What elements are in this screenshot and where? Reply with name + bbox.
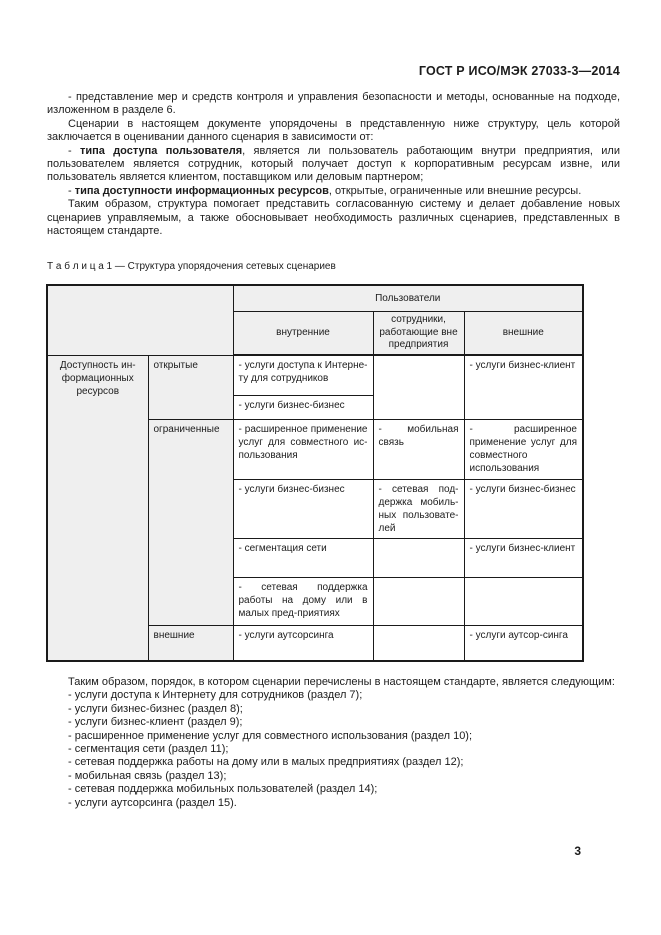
row-label-restricted: ограниченные: [148, 419, 233, 625]
list-item: - сетевая поддержка мобильных пользователей (раздел 14);: [68, 783, 378, 796]
cell-external-offsite-empty: [373, 625, 464, 661]
paragraph-access-type: [47, 145, 620, 185]
row-label-open: открытые: [148, 355, 233, 419]
cell-restricted-offsite-2: - сетевая под-держка мобиль-ных пользовате-лей: [373, 479, 464, 538]
closing-text-block: [47, 676, 620, 810]
cell-external-internal: - услуги аутсорсинга: [233, 625, 373, 661]
list-item: - сетевая поддержка работы на дому или в малых предприятиях (раздел 12);: [68, 756, 464, 769]
cell-restricted-external-empty: [464, 577, 583, 625]
list-item: - услуги доступа к Интернету для сотрудников (раздел 7);: [68, 689, 363, 702]
scenario-structure-table: [46, 284, 584, 662]
cell-restricted-offsite-empty-2: [373, 577, 464, 625]
table-corner-cell: [47, 285, 233, 355]
bold-term-access-type: типа доступа пользователя: [79, 144, 243, 157]
paragraph-order: Таким образом, порядок, в котором сценарии перечислены в настоящем стандарте, является следующим:: [68, 676, 615, 688]
row-group-label-resource-availability: Доступность ин-формационных ресурсов: [47, 355, 148, 661]
cell-open-offsite-empty: [373, 355, 464, 419]
paragraph-scenarios: Сценарии в настоящем документе упорядочены в представленную ниже структуру, цель которой заключается в оценивании данного сценария в зависимости от:: [47, 117, 620, 144]
paragraph-structure: Таким образом, структура помогает представить согласованную систему и делает добавление новых сценариев управляемым, а также обосновывает необходимость различных сценариев, представленных в настоящем стандарте.: [47, 198, 620, 238]
cell-restricted-external-1: - расширенное применение услуг для совместного использования: [464, 419, 583, 479]
list-item: - услуги бизнес-бизнес (раздел 8);: [68, 702, 243, 715]
intro-text-block: [47, 91, 620, 238]
bold-term-availability-type: типа доступности информационных ресурсов: [74, 184, 329, 197]
cell-restricted-internal-2: - услуги бизнес-бизнес: [233, 479, 373, 538]
table-header-row-users: [47, 285, 583, 311]
column-header-offsite-employees: сотрудники, работающие вне предприятия: [373, 311, 464, 355]
bullet-dash: -: [68, 144, 80, 157]
cell-open-internal-2: - услуги бизнес-бизнес: [233, 395, 373, 419]
column-group-header-users: Пользователи: [233, 285, 583, 311]
cell-restricted-internal-4: - сетевая поддержка работы на дому или в малых пред-приятиях: [233, 577, 373, 625]
cell-restricted-internal-1: - расширенное применение услуг для совместного ис-пользования: [233, 419, 373, 479]
list-item: - сегментация сети (раздел 11);: [68, 743, 229, 756]
list-item: - услуги аутсорсинга (раздел 15).: [68, 796, 237, 809]
paragraph-controls: - представление мер и средств контроля и управления безопасности и методы, основанные на подходе, изложенном в разделе 6.: [47, 91, 620, 117]
bullet-text: , открытые, ограниченные или внешние ресурсы.: [328, 184, 582, 197]
cell-external-external: - услуги аутсор-синга: [464, 625, 583, 661]
list-item: - расширенное применение услуг для совместного использования (раздел 10);: [68, 729, 473, 742]
cell-open-external: - услуги бизнес-клиент: [464, 355, 583, 419]
cell-restricted-offsite-1: - мобильная связь: [373, 419, 464, 479]
bullet-text: , является ли пользователь работающим внутри предприятия, или пользователем является сотрудник, который получает доступ к корпоративным ресурсам извне, или пользователь является клиентом, поставщиком или деловым партнером;: [47, 144, 620, 184]
row-label-external: внешние: [148, 625, 233, 661]
page-number: 3: [574, 844, 581, 858]
table-row-open-1: [47, 355, 583, 395]
list-item: - услуги бизнес-клиент (раздел 9);: [68, 716, 243, 729]
bullet-dash: -: [68, 184, 75, 197]
paragraph-availability-type: [47, 185, 620, 198]
cell-restricted-offsite-empty: [373, 538, 464, 577]
column-header-internal: внутренние: [233, 311, 373, 355]
cell-restricted-external-2: - услуги бизнес-бизнес: [464, 479, 583, 538]
list-item: - мобильная связь (раздел 13);: [68, 769, 227, 782]
table-caption: Т а б л и ц а 1 — Структура упорядочения сетевых сценариев: [47, 261, 336, 272]
column-header-external: внешние: [464, 311, 583, 355]
document-header: ГОСТ Р ИСО/МЭК 27033-3—2014: [418, 64, 620, 78]
cell-open-internal-1: - услуги доступа к Интерне-ту для сотрудников: [233, 355, 373, 395]
cell-restricted-external-3: - услуги бизнес-клиент: [464, 538, 583, 577]
cell-restricted-internal-3: - сегментация сети: [233, 538, 373, 577]
